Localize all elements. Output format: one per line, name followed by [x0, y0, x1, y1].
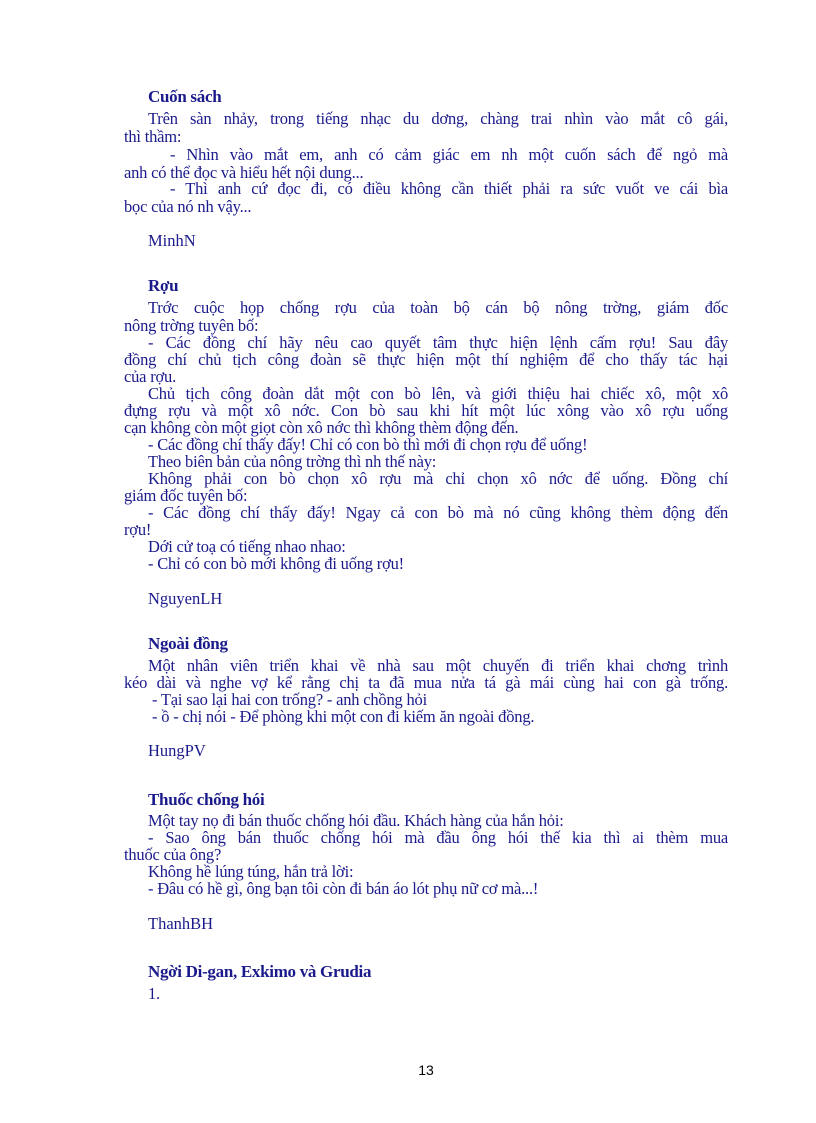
story-line: Theo biên bản của nông trờng thì nh thế này:	[148, 452, 437, 471]
story-line: kéo dài và nghe vợ kể rằng chị ta đã mua nửa tá gà mái cùng hai con gà trống.	[124, 673, 728, 692]
story-title: Thuốc chống hói	[148, 790, 265, 809]
story-line: - Nhìn vào mắt em, anh có cảm giác em nh một cuốn sách để ngỏ mà	[170, 145, 728, 164]
story-line: Không phải con bò chọn xô rợu mà chỉ chọn xô nớc để uống. Đồng chí	[148, 469, 728, 488]
story-line: Trớc cuộc họp chống rợu của toàn bộ cán bộ nông trờng, giám đốc	[148, 298, 728, 317]
story-line: đồng chí chủ tịch công đoàn sẽ thực hiện một thí nghiệm để cho thấy tác hại	[124, 350, 728, 369]
story-title: Cuốn sách	[148, 87, 222, 106]
story-author: MinhN	[148, 231, 196, 250]
story-line: - Các đồng chí hãy nêu cao quyết tâm thực hiện lệnh cấm rợu! Sau đây	[148, 333, 728, 352]
story-line: giám đốc tuyên bố:	[124, 486, 248, 505]
story-line: bọc của nó nh vậy...	[124, 197, 252, 216]
story-line: Dới cử toạ có tiếng nhao nhao:	[148, 537, 346, 556]
story-title: Ngời Di-gan, Exkimo và Grudia	[148, 962, 372, 981]
story-line: - Sao ông bán thuốc chống hói mà đầu ông hói thế kia thì ai thèm mua	[148, 828, 728, 847]
story-line: nông trờng tuyên bố:	[124, 316, 259, 335]
story-line: - Chỉ có con bò mới không đi uống rợu!	[148, 554, 404, 573]
story-line: rợu!	[124, 520, 152, 539]
story-line: cạn không còn một giọt còn xô nớc thì không thèm động đến.	[124, 418, 519, 437]
story-line: 1.	[148, 984, 160, 1003]
story-line: đựng rợu và một xô nớc. Con bò sau khi hít một lúc xông vào xô rợu uống	[124, 401, 728, 420]
story-line: - Đâu có hề gì, ông bạn tôi còn đi bán áo lót phụ nữ cơ mà...!	[148, 879, 539, 898]
page-number: 13	[418, 1062, 434, 1078]
story-author: ThanhBH	[148, 914, 214, 933]
story-line: Chủ tịch công đoàn dắt một con bò lên, và giới thiệu hai chiếc xô, một xô	[148, 384, 728, 403]
story-title: Ngoài đồng	[148, 634, 228, 653]
story-line: Không hề lúng túng, hắn trả lời:	[148, 862, 354, 881]
story-line: - ồ - chị nói - Để phòng khi một con đi kiếm ăn ngoài đồng.	[152, 707, 535, 726]
story-title: Rợu	[148, 276, 179, 295]
story-author: HungPV	[148, 741, 206, 760]
story-line: - Thì anh cứ đọc đi, có điều không cần thiết phải ra sức vuốt ve cái bìa	[170, 179, 728, 198]
story-line: Một nhân viên triển khai về nhà sau một chuyến đi triển khai chơng trình	[148, 656, 728, 675]
story-line: - Tại sao lại hai con trống? - anh chồng hỏi	[152, 690, 427, 709]
story-line: Trên sàn nhảy, trong tiếng nhạc du dơng, chàng trai nhìn vào mắt cô gái,	[148, 109, 728, 128]
story-line: - Các đồng chí thấy đấy! Ngay cả con bò mà nó cũng không thèm động đến	[148, 503, 728, 522]
story-line: Một tay nọ đi bán thuốc chống hói đầu. Khách hàng của hắn hỏi:	[148, 811, 564, 830]
story-line: thì thầm:	[124, 127, 182, 146]
story-line: - Các đồng chí thấy đấy! Chỉ có con bò thì mới đi chọn rợu để uống!	[148, 435, 588, 454]
story-line: thuốc của ông?	[124, 845, 222, 864]
story-author: NguyenLH	[148, 589, 223, 608]
story-line: của rợu.	[124, 367, 177, 386]
story-line: anh có thể đọc và hiểu hết nội dung...	[124, 163, 364, 182]
